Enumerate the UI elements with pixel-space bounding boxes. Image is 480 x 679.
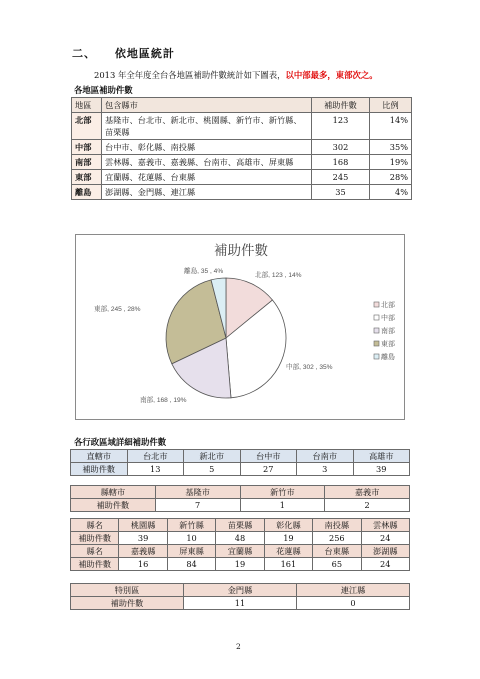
table-row	[72, 140, 412, 155]
table-cell: 南投縣	[313, 519, 361, 532]
region-table-heading: 各地區補助件數	[74, 85, 133, 95]
table-cell: 1	[240, 499, 325, 512]
region-areas: 澎湖縣、金門縣、連江縣	[102, 185, 312, 200]
region-pct: 14%	[370, 113, 412, 140]
section-number: 二、	[72, 47, 96, 60]
table-row	[71, 532, 410, 545]
table-cell: 高雄市	[353, 450, 410, 463]
table-cell: 5	[184, 463, 241, 476]
table-cell: 補助件數	[71, 463, 128, 476]
municipality-table	[70, 449, 410, 476]
table-row	[72, 113, 412, 140]
region-count: 123	[312, 113, 370, 140]
table-row	[71, 463, 410, 476]
table-row	[72, 155, 412, 170]
region-count: 35	[312, 185, 370, 200]
chart-title: 補助件數	[214, 243, 268, 258]
table-cell: 2	[325, 499, 410, 512]
region-name: 南部	[72, 155, 102, 170]
section-heading	[72, 45, 175, 61]
table-row	[72, 170, 412, 185]
table-cell: 補助件數	[71, 597, 184, 610]
header-count: 補助件數	[312, 98, 370, 113]
legend-label: 中部	[381, 315, 395, 322]
region-areas: 基隆市、台北市、新北市、桃園縣、新竹市、新竹縣、苗栗縣	[102, 113, 312, 140]
legend-swatch	[374, 341, 379, 346]
table-cell: 3	[297, 463, 354, 476]
pie-chart-frame	[75, 234, 405, 420]
region-count: 168	[312, 155, 370, 170]
table-row	[71, 450, 410, 463]
table-cell: 補助件數	[71, 499, 156, 512]
county-table	[70, 518, 410, 571]
table-cell: 嘉義市	[325, 486, 410, 499]
region-name: 北部	[72, 113, 102, 140]
table-cell: 27	[240, 463, 297, 476]
table-row	[71, 486, 410, 499]
table-cell: 補助件數	[71, 532, 119, 545]
table-cell: 39	[119, 532, 167, 545]
table-cell: 補助件數	[71, 558, 119, 571]
table-cell: 台東縣	[313, 545, 361, 558]
table-cell: 特別區	[71, 584, 184, 597]
special-district-table	[70, 583, 410, 610]
table-cell: 桃園縣	[119, 519, 167, 532]
pie-data-label: 東部, 245 , 28%	[94, 306, 141, 313]
region-name: 中部	[72, 140, 102, 155]
table-row	[71, 519, 410, 532]
pie-data-label: 離島, 35 , 4%	[184, 268, 224, 275]
table-cell: 84	[167, 558, 215, 571]
table-cell: 屏東縣	[167, 545, 215, 558]
table-cell: 直轄市	[71, 450, 128, 463]
region-pct: 19%	[370, 155, 412, 170]
table-cell: 10	[167, 532, 215, 545]
table-cell: 縣轄市	[71, 486, 156, 499]
intro-highlight: 以中部最多，東部次之	[285, 70, 370, 80]
region-count: 245	[312, 170, 370, 185]
page-number: 2	[236, 642, 241, 651]
pie-data-label: 中部, 302 , 35%	[286, 364, 333, 371]
table-cell: 256	[313, 532, 361, 545]
legend-swatch	[374, 302, 379, 307]
detail-heading: 各行政區域詳細補助件數	[74, 437, 167, 447]
region-count: 302	[312, 140, 370, 155]
section-title: 依地區統計	[114, 47, 175, 60]
table-cell: 65	[313, 558, 361, 571]
table-cell: 19	[216, 558, 264, 571]
table-cell: 台中市	[240, 450, 297, 463]
table-cell: 連江縣	[297, 584, 410, 597]
region-areas: 雲林縣、嘉義市、嘉義縣、台南市、高雄市、屏東縣	[102, 155, 312, 170]
table-row	[72, 185, 412, 200]
region-pct: 28%	[370, 170, 412, 185]
header-pct: 比例	[370, 98, 412, 113]
header-areas: 包含縣市	[102, 98, 312, 113]
table-row	[71, 597, 410, 610]
region-pct: 4%	[370, 185, 412, 200]
table-cell: 161	[264, 558, 312, 571]
table-cell: 0	[297, 597, 410, 610]
legend-label: 北部	[381, 302, 395, 309]
pie-data-label: 南部, 168 , 19%	[140, 397, 187, 404]
table-row	[71, 499, 410, 512]
table-cell: 24	[361, 532, 409, 545]
table-cell: 台北市	[127, 450, 184, 463]
table-cell: 13	[127, 463, 184, 476]
table-cell: 彰化縣	[264, 519, 312, 532]
table-cell: 19	[264, 532, 312, 545]
table-cell: 24	[361, 558, 409, 571]
pie-chart	[76, 235, 404, 419]
region-areas: 台中市、彰化縣、南投縣	[102, 140, 312, 155]
region-pct: 35%	[370, 140, 412, 155]
intro-paragraph	[94, 69, 378, 81]
legend-swatch	[374, 354, 379, 359]
table-cell: 11	[184, 597, 297, 610]
table-cell: 48	[216, 532, 264, 545]
region-name: 東部	[72, 170, 102, 185]
table-cell: 新竹縣	[167, 519, 215, 532]
pie-data-label: 北部, 123 , 14%	[255, 272, 302, 279]
region-table	[71, 97, 412, 200]
legend-label: 東部	[381, 341, 395, 348]
table-cell: 金門縣	[184, 584, 297, 597]
table-cell: 新北市	[184, 450, 241, 463]
table-row	[71, 545, 410, 558]
table-cell: 新竹市	[240, 486, 325, 499]
table-cell: 39	[353, 463, 410, 476]
table-cell: 苗栗縣	[216, 519, 264, 532]
intro-end: 。	[369, 70, 378, 80]
table-cell: 16	[119, 558, 167, 571]
table-row	[71, 584, 410, 597]
legend-swatch	[374, 328, 379, 333]
region-name: 離島	[72, 185, 102, 200]
table-cell: 縣名	[71, 545, 119, 558]
table-cell: 雲林縣	[361, 519, 409, 532]
table-row	[71, 558, 410, 571]
header-region: 地區	[72, 98, 102, 113]
county-city-table	[70, 485, 410, 512]
table-cell: 7	[155, 499, 240, 512]
table-cell: 花蓮縣	[264, 545, 312, 558]
region-table-header	[72, 98, 412, 113]
table-cell: 澎湖縣	[361, 545, 409, 558]
table-cell: 嘉義縣	[119, 545, 167, 558]
table-cell: 縣名	[71, 519, 119, 532]
table-cell: 宜蘭縣	[216, 545, 264, 558]
legend-swatch	[374, 315, 379, 320]
legend-label: 南部	[381, 328, 395, 335]
legend-label: 離島	[381, 354, 395, 361]
intro-text: 2013 年全年度全台各地區補助件數統計如下圖表，	[94, 70, 286, 80]
table-cell: 台南市	[297, 450, 354, 463]
region-areas: 宜蘭縣、花蓮縣、台東縣	[102, 170, 312, 185]
table-cell: 基隆市	[155, 486, 240, 499]
